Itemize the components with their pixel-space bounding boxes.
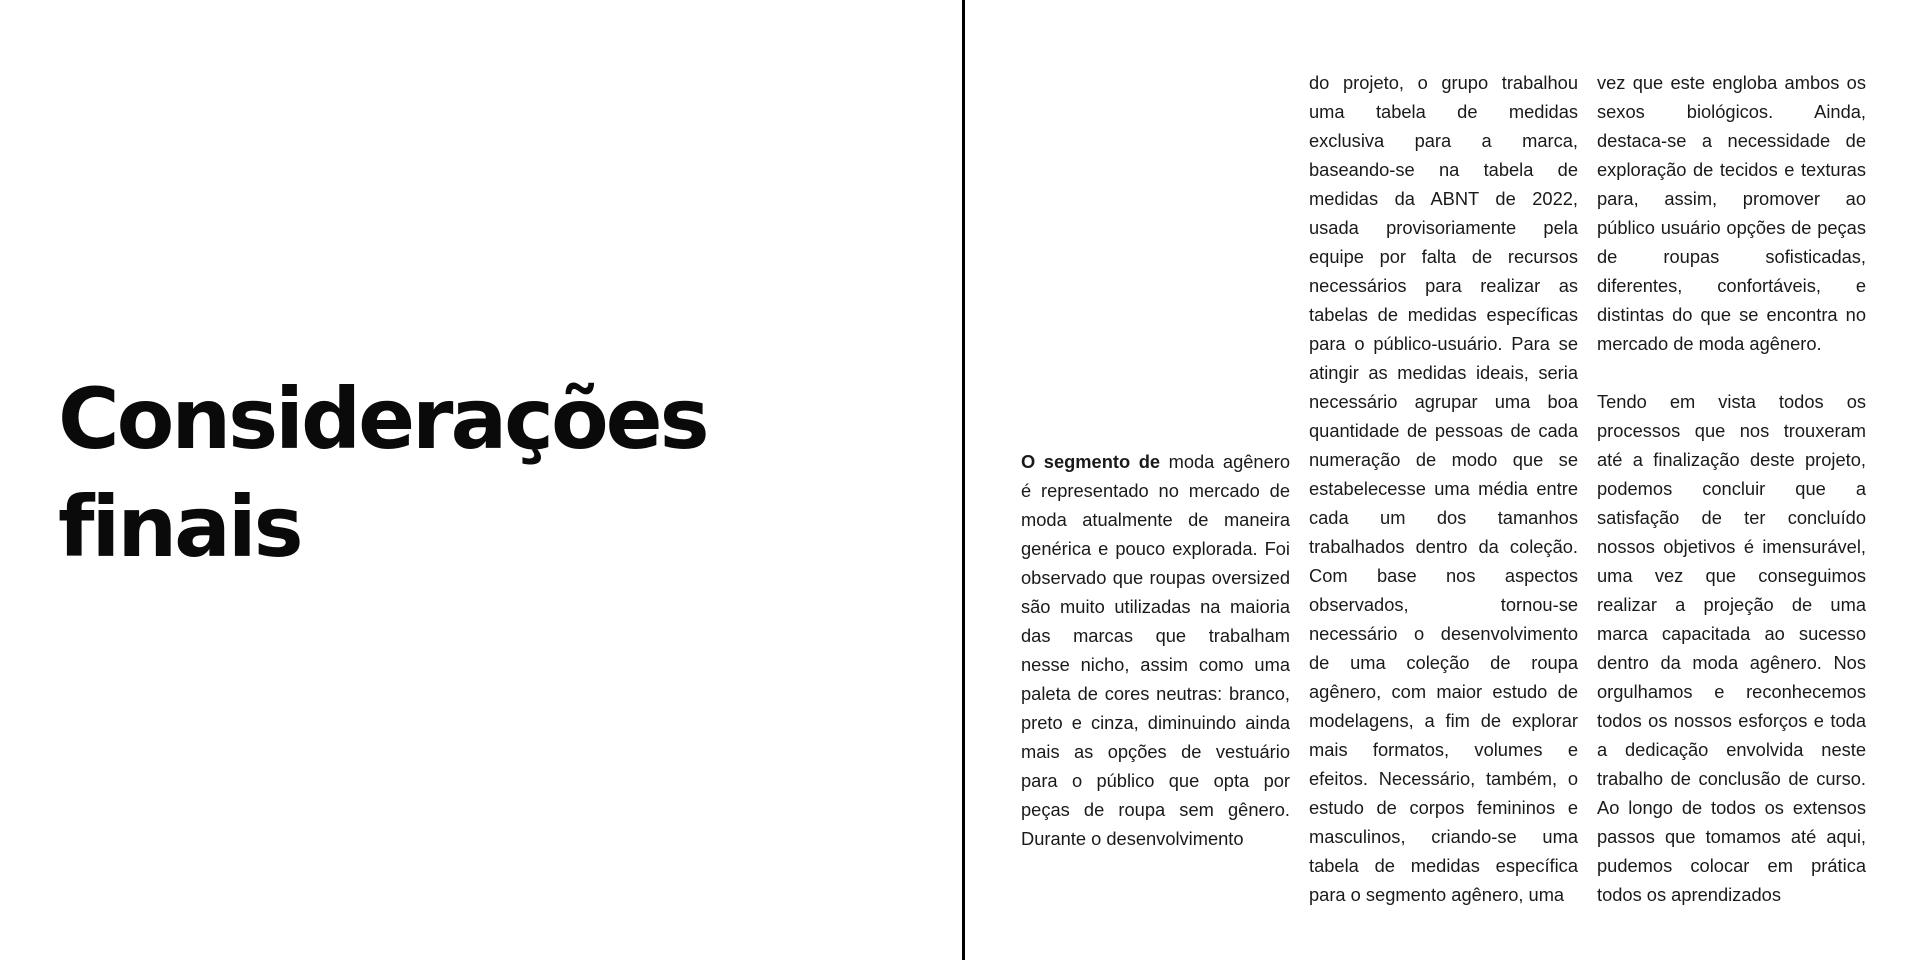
body-paragraph-1-continued: do projeto, o grupo trabalhou uma tabela de medidas exclusiva para a marca, baseando-se na tabela de medidas da ABNT de 2022, usada provisoriamente pela equipe por falta de recursos necessários para realizar as tabelas de medidas específicas para o público-usuário. Para se atingir as medidas ideais, seria necessário agrupar uma boa quantidade de pessoas de cada numeração de modo que se estabelecesse uma média entre cada um dos tamanhos trabalhados dentro da coleção. Com base nos aspectos observados, tornou-se necessário o desenvolvimento de uma coleção de roupa agênero, com maior estudo de modelagens, a fim de explorar mais formatos, volumes e efeitos. Necessário, também, o estudo de corpos femininos e masculinos, criando-se uma tabela de medidas específica para o segmento agênero, uma bbox=[1309, 72, 1578, 905]
column-1-text: moda agênero é representado no mercado de moda atualmente de maneira genérica e pouco explorada. Foi observado que roupas oversized são muito utilizadas na maioria das marcas que trabalham nesse nicho, assim como uma paleta de cores neutras: branco, preto e cinza, diminuindo ainda mais as opções de vestuário para o público que opta por peças de roupa sem gênero. Durante o desenvolvimento bbox=[1021, 451, 1290, 849]
body-paragraph-1 bbox=[1021, 447, 1290, 853]
lead-words: O segmento de bbox=[1021, 451, 1161, 472]
text-column-2 bbox=[1309, 68, 1578, 918]
text-column-3 bbox=[1597, 68, 1866, 918]
right-page bbox=[965, 0, 1920, 960]
title-line-2: finais bbox=[58, 478, 301, 576]
title-line-1: Considerações bbox=[58, 370, 707, 468]
page-title bbox=[58, 365, 707, 581]
body-paragraph-2: Tendo em vista todos os processos que nos trouxeram até a finalização deste projeto, podemos concluir que a satisfação de ter concluído nossos objetivos é imensurável, uma vez que conseguimos realizar a projeção de uma marca capacitada ao sucesso dentro da moda agênero. Nos orgulhamos e reconhecemos todos os nossos esforços e toda a dedicação envolvida neste trabalho de conclusão de curso. Ao longo de todos os extensos passos que tomamos até aqui, pudemos colocar em prática todos os aprendizados bbox=[1597, 391, 1866, 905]
text-column-1 bbox=[1021, 447, 1290, 917]
body-paragraph-1-end: vez que este engloba ambos os sexos biológicos. Ainda, destaca-se a necessidade de exploração de tecidos e texturas para, assim, promover ao público usuário opções de peças de roupas sofisticadas, diferentes, confortáveis, e distintas do que se encontra no mercado de moda agênero. bbox=[1597, 72, 1866, 354]
